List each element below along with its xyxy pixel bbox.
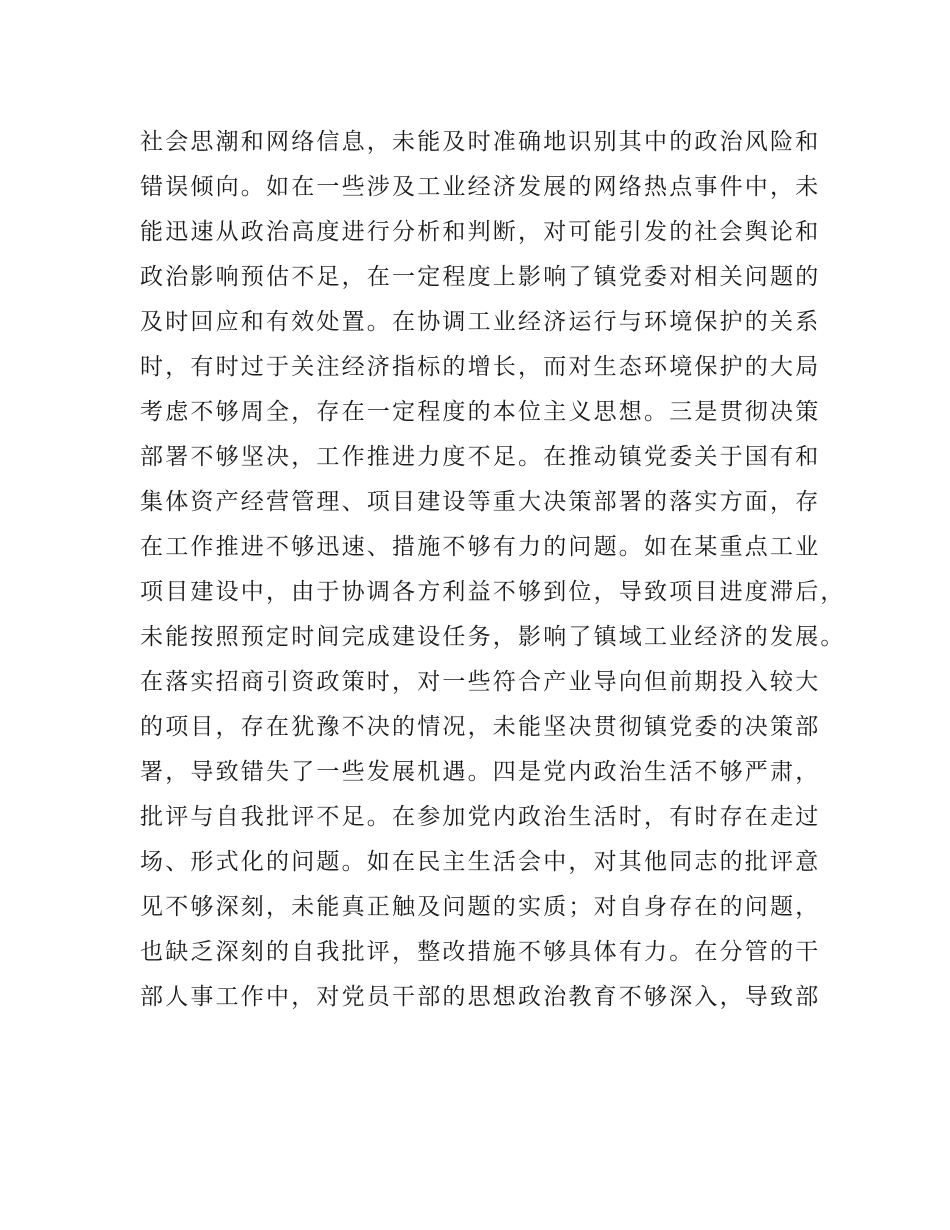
text-line: 项目建设中，由于协调各方利益不够到位，导致项目进度滞后， (140, 579, 846, 605)
text-line: 能迅速从政治高度进行分析和判断，对可能引发的社会舆论和 (140, 219, 821, 245)
text-line: 场、形式化的问题。如在民主生活会中，对其他同志的批评意 (140, 849, 821, 875)
text-line: 批评与自我批评不足。在参加党内政治生活时，有时存在走过 (140, 804, 821, 830)
text-line: 及时回应和有效处置。在协调工业经济运行与环境保护的关系 (140, 309, 821, 335)
text-line: 考虑不够周全，存在一定程度的本位主义思想。三是贯彻决策 (140, 399, 821, 425)
text-line: 在工作推进不够迅速、措施不够有力的问题。如在某重点工业 (140, 534, 821, 560)
body-text (140, 120, 846, 1020)
text-line: 见不够深刻，未能真正触及问题的实质；对自身存在的问题， (140, 894, 821, 920)
text-line: 的项目，存在犹豫不决的情况，未能坚决贯彻镇党委的决策部 (140, 714, 821, 740)
text-line: 错误倾向。如在一些涉及工业经济发展的网络热点事件中，未 (140, 174, 821, 200)
text-line: 署，导致错失了一些发展机遇。四是党内政治生活不够严肃， (140, 759, 821, 785)
text-line: 社会思潮和网络信息，未能及时准确地识别其中的政治风险和 (140, 129, 821, 155)
text-line: 政治影响预估不足，在一定程度上影响了镇党委对相关问题的 (140, 264, 821, 290)
text-line: 也缺乏深刻的自我批评，整改措施不够具体有力。在分管的干 (140, 939, 821, 965)
text-line: 时，有时过于关注经济指标的增长，而对生态环境保护的大局 (140, 354, 821, 380)
text-line: 集体资产经营管理、项目建设等重大决策部署的落实方面，存 (140, 489, 821, 515)
text-line: 部署不够坚决，工作推进力度不足。在推动镇党委关于国有和 (140, 444, 821, 470)
text-line: 部人事工作中，对党员干部的思想政治教育不够深入，导致部 (140, 984, 821, 1010)
text-line: 未能按照预定时间完成建设任务，影响了镇域工业经济的发展。 (140, 624, 846, 650)
text-line: 在落实招商引资政策时，对一些符合产业导向但前期投入较大 (140, 669, 821, 695)
